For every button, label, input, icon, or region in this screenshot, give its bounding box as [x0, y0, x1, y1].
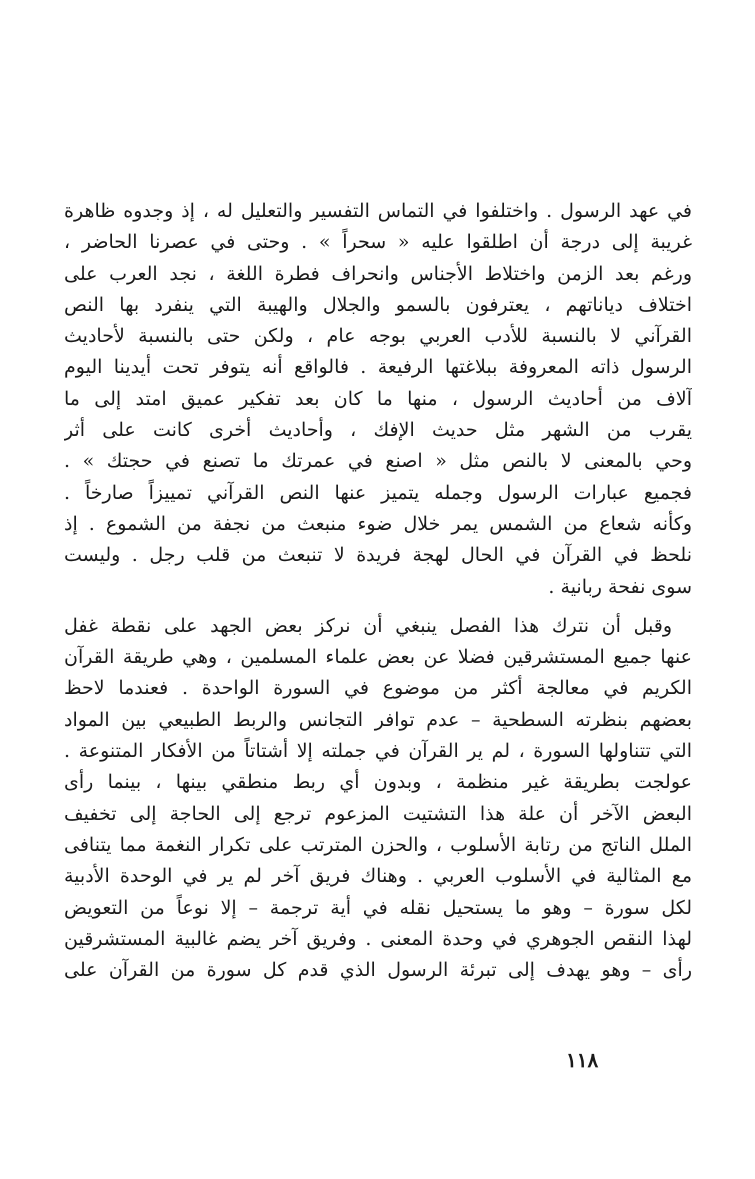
text-line: لكل سورة – وهو ما يستحيل نقله في أية ترجمة – إلا نوعاً من التعويض — [64, 896, 692, 919]
text-line: عنها جميع المستشرقين فضلا عن بعض علماء المسلمين ، وهي طريقة القرآن — [64, 646, 692, 669]
text-line: رأى – وهو يهدف إلى تبرئة الرسول الذي قدم كل سورة من القرآن على — [64, 959, 692, 982]
text-line: غريبة إلى درجة أن اطلقوا عليه « سحراً » . وحتى في عصرنا الحاضر ، — [64, 231, 692, 254]
text-line: القرآني لا بالنسبة للأدب العربي بوجه عام ، ولكن حتى بالنسبة لأحاديث — [64, 325, 692, 348]
text-line: سوى نفحة ربانية . — [548, 575, 692, 598]
text-line: البعض الآخر أن علة هذا التشتيت المزعوم ترجع إلى الحاجة إلى تخفيف — [64, 802, 692, 825]
text-line: يقرب من الشهر مثل حديث الإفك ، وأحاديث أخرى كانت على أثر — [64, 419, 692, 442]
text-line: مع المثالية في الأسلوب العربي . وهناك فريق آخر لم ير في الوحدة الأدبية — [64, 865, 692, 888]
text-line: الرسول ذاته المعروفة ببلاغتها الرفيعة . فالواقع أنه يتوفر تحت أيدينا اليوم — [64, 356, 692, 379]
text-line: التي تتناولها السورة ، لم ير القرآن في جملته إلا أشتاتاً من الأفكار المتنوعة . — [64, 740, 692, 763]
text-line: في عهد الرسول . واختلفوا في التماس التفسير والتعليل له ، إذ وجدوه ظاهرة — [64, 200, 692, 222]
text-line: الملل الناتج من رتابة الأسلوب ، والحزن المترتب على تكرار النغمة مما يتنافى — [64, 833, 692, 856]
text-line: وقبل أن نترك هذا الفصل ينبغي أن نركز بعض الجهد على نقطة غفل — [64, 614, 672, 637]
text-line: فجميع عبارات الرسول وجمله يتميز عنها النص القرآني تمييزاً صارخاً . — [64, 481, 692, 504]
text-line: لهذا النقص الجوهري في وحدة المعنى . وفريق آخر يضم غالبية المستشرقين — [64, 927, 692, 950]
body-text — [64, 196, 692, 986]
text-line: ورغم بعد الزمن واختلاط الأجناس وانحراف فطرة اللغة ، نجد العرب على — [64, 262, 692, 285]
paragraph-2 — [64, 611, 692, 987]
text-line: آلاف من أحاديث الرسول ، منها ما كان بعد تفكير عميق امتد إلى ما — [64, 387, 692, 410]
paragraph-1 — [64, 196, 692, 603]
page-number: ١١٨ — [566, 1048, 599, 1072]
text-line: عولجت بطريقة غير منظمة ، وبدون أي ربط منطقي بينها ، بينما رأى — [64, 771, 692, 794]
text-line: وكأنه شعاع من الشمس يمر خلال ضوء منبعث من نجفة من الشموع . إذ — [64, 512, 692, 535]
text-line: بعضهم بنظرته السطحية – عدم توافر التجانس والربط الطبيعي بين المواد — [64, 708, 692, 731]
text-line: اختلاف دياناتهم ، يعترفون بالسمو والجلال والهيبة التي ينفرد بها النص — [64, 293, 692, 316]
text-line: وحي بالمعنى لا بالنص مثل « اصنع في عمرتك ما تصنع في حجتك » . — [64, 450, 692, 473]
text-line: الكريم في معالجة أكثر من موضوع في السورة الواحدة . فعندما لاحظ — [64, 677, 692, 700]
paragraph-gap — [64, 603, 692, 611]
text-line: نلحظ في القرآن في الحال لهجة فريدة لا تنبعث من قلب رجل . وليست — [64, 544, 692, 567]
